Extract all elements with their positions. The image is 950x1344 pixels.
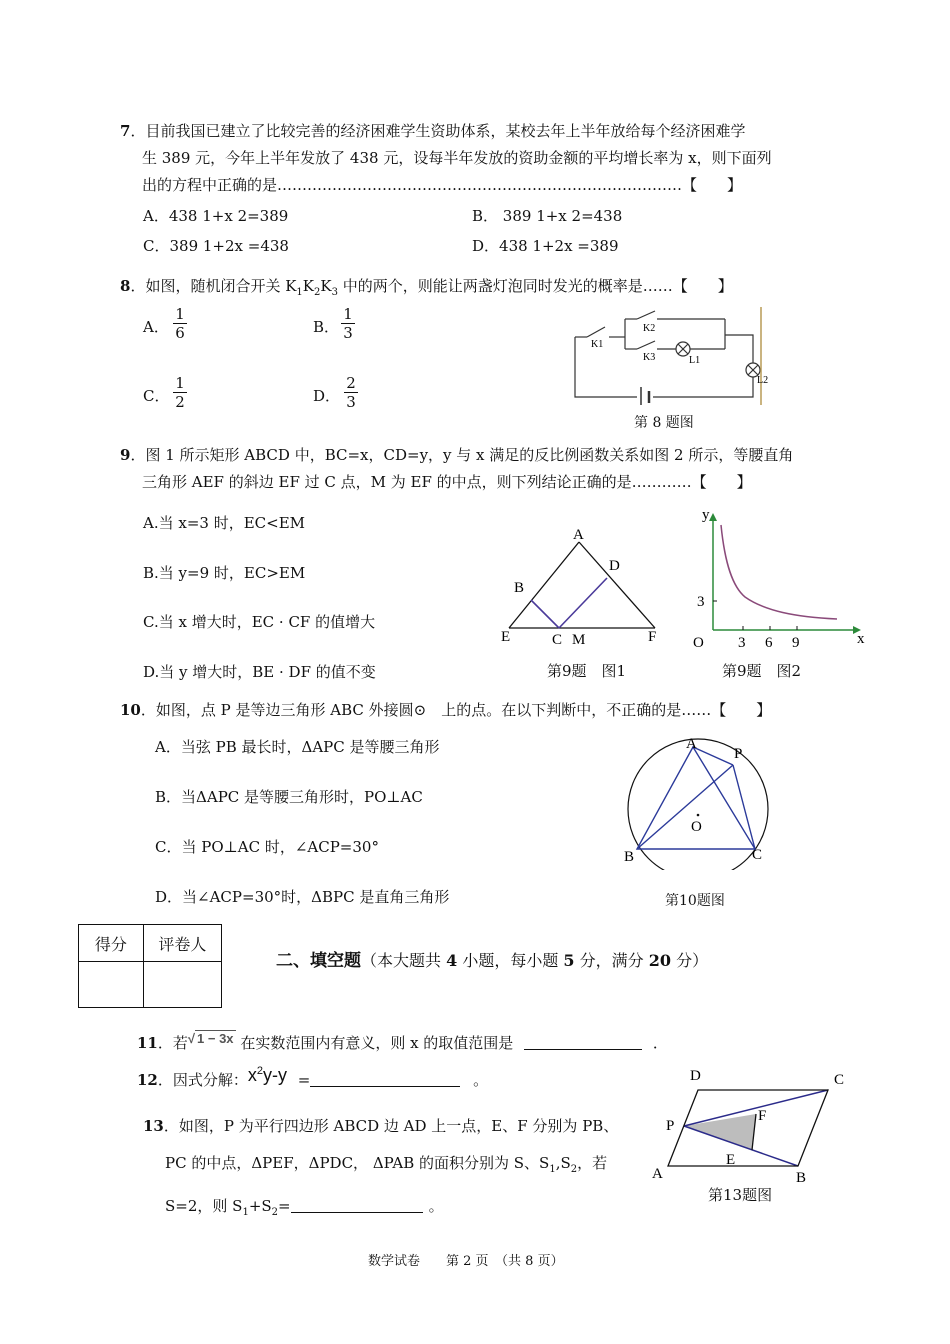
- expr-part: x: [247, 1065, 257, 1085]
- fraction: [344, 374, 358, 411]
- question-text-line2: PC 的中点，ΔPEF，ΔPDC， ΔPAB 的面积分别为 S、S: [165, 1154, 550, 1172]
- question-text: ,S: [555, 1154, 571, 1172]
- question-12: [137, 1065, 489, 1090]
- label-k2: K2: [643, 323, 656, 334]
- k-letter: K: [302, 277, 315, 295]
- denominator: 6: [175, 324, 185, 342]
- k-letter: K: [320, 277, 332, 295]
- option-b: B． 389 1+x 2=438: [472, 207, 623, 225]
- section-number: 4: [446, 951, 458, 970]
- circuit-diagram: [565, 305, 785, 410]
- label-a: A: [573, 527, 584, 543]
- fraction: [173, 305, 187, 342]
- score-header: 得分: [79, 925, 144, 962]
- numerator: 1: [175, 374, 185, 392]
- sqrt-expression: √ 1 − 3x: [187, 1031, 234, 1046]
- option-a: A.当 x=3 时，EC<EM: [143, 514, 306, 532]
- question-text-line2: 三角形 AEF 的斜边 EF 过 C 点，M 为 EF 的中点，则下列结论正确的是…………【 】: [142, 473, 752, 491]
- question-text-line1: ．目前我国已建立了比较完善的经济困难学生资助体系，某校去年上半年放给每个经济困难学: [130, 122, 746, 140]
- tick-x-6: 6: [765, 635, 773, 651]
- subscript: 1: [296, 287, 303, 298]
- question-text: 。: [428, 1197, 444, 1215]
- option-b: B．: [313, 318, 340, 336]
- section-detail: 分）: [671, 951, 709, 970]
- label-p: P: [666, 1118, 675, 1134]
- label-e: E: [501, 629, 511, 645]
- subscript: 3: [331, 287, 338, 298]
- option-d: D．: [313, 387, 341, 405]
- label-k1: K1: [591, 339, 604, 350]
- subscript: 1: [242, 1207, 249, 1218]
- question-number: 9: [120, 446, 131, 464]
- triangle-figure-1: [495, 520, 670, 650]
- question-8: [120, 275, 733, 298]
- option-a: A．当弦 PB 最长时，ΔAPC 是等腰三角形: [155, 738, 440, 756]
- subscript: 2: [271, 1207, 279, 1218]
- label-b: B: [514, 580, 525, 596]
- label-m: M: [572, 632, 586, 648]
- equals-sign: =: [297, 1071, 311, 1089]
- option-b: B.当 y=9 时，EC>EM: [143, 564, 306, 582]
- subscript: 2: [570, 1164, 578, 1175]
- denominator: 3: [346, 393, 356, 411]
- section-2-heading: [276, 946, 708, 971]
- label-c: C: [552, 632, 563, 648]
- option-d: D.当 y 增大时，BE · DF 的值不变: [143, 663, 376, 681]
- question-text: ．如图，点 P 是等边三角形 ABC 外接圆⊙ 上的点。在以下判断中，不正确的是……【 】: [140, 701, 772, 719]
- option-c: C．389 1+2x =438: [143, 237, 289, 255]
- question-text: 中的两个，则能让两盏灯泡同时发光的概率是……【 】: [337, 277, 733, 295]
- section-detail: （本大题共: [361, 951, 447, 970]
- label-c: C: [834, 1072, 845, 1088]
- fraction: [341, 305, 355, 342]
- tick-x-9: 9: [792, 635, 800, 651]
- label-f: F: [648, 629, 657, 645]
- answer-blank-12[interactable]: [310, 1070, 460, 1087]
- radicand: 1 − 3x: [197, 1031, 234, 1046]
- expr-part: y-y: [263, 1065, 288, 1085]
- question-text: ，若: [577, 1154, 608, 1172]
- fraction: [173, 374, 187, 411]
- question-number: 10: [120, 701, 141, 719]
- section-number: 20: [648, 951, 672, 970]
- option-b: B．当ΔAPC 是等腰三角形时，PO⊥AC: [155, 788, 423, 806]
- figure-caption: 第9题 图2: [722, 662, 802, 680]
- denominator: 3: [343, 324, 353, 342]
- label-l2: L2: [757, 375, 769, 386]
- figure-caption: 第 8 题图: [634, 415, 694, 431]
- option-d: D．当∠ACP=30°时，ΔBPC 是直角三角形: [155, 888, 450, 906]
- question-text-line2: 生 389 元，今年上半年发放了 438 元，设每半年发放的资助金额的平均增长率为 x，则下面列: [142, 149, 772, 167]
- question-number: 13: [143, 1117, 164, 1135]
- label-a: A: [686, 736, 697, 752]
- question-7: [120, 118, 840, 199]
- numerator: 2: [346, 374, 356, 392]
- inverse-function-graph: [685, 505, 870, 655]
- origin-label: O: [693, 635, 704, 651]
- numerator: 1: [343, 305, 353, 323]
- subscript: 2: [314, 287, 321, 298]
- figure-caption: 第9题 图1: [547, 662, 627, 680]
- question-number: 11: [137, 1034, 158, 1052]
- tick-x-3: 3: [738, 635, 746, 651]
- question-10: [120, 699, 771, 720]
- question-text: +S: [248, 1197, 272, 1215]
- question-text: ．如图，随机闭合开关 K: [130, 277, 297, 295]
- page-footer: 数学试卷 第 2 页 （共 8 页）: [368, 1254, 564, 1269]
- equals-sign: =: [278, 1197, 291, 1215]
- tick-y-3: 3: [697, 594, 705, 610]
- option-c: C.当 x 增大时，EC · CF 的值增大: [143, 613, 376, 631]
- section-title: 二、填空题: [276, 951, 361, 971]
- parallelogram-figure: [648, 1062, 858, 1187]
- label-b: B: [796, 1170, 807, 1186]
- answer-blank-13[interactable]: [291, 1196, 423, 1213]
- question-11: [137, 1032, 668, 1053]
- question-text-line1: ．如图，P 为平行四边形 ABCD 边 AD 上一点，E、F 分别为 PB、: [163, 1117, 619, 1135]
- question-13: [143, 1108, 618, 1231]
- question-9: [120, 442, 793, 496]
- section-detail: 分，满分: [574, 951, 649, 970]
- question-text: ．因式分解：: [157, 1071, 248, 1089]
- label-l1: L1: [689, 355, 701, 366]
- label-d: D: [690, 1068, 701, 1084]
- section-number: 5: [563, 951, 575, 970]
- option-d: D．438 1+2x =389: [472, 237, 619, 255]
- question-text-line1: ．图 1 所示矩形 ABCD 中，BC=x，CD=y，y 与 x 满足的反比例函数关系如图 2 所示，等腰直角: [130, 446, 794, 464]
- label-f: F: [758, 1108, 767, 1124]
- figure-caption: 第13题图: [708, 1186, 773, 1204]
- section-detail: 小题，每小题: [457, 951, 564, 970]
- question-text: ．若: [157, 1034, 188, 1052]
- score-cell[interactable]: [79, 962, 144, 1008]
- axis-y-label: y: [702, 507, 710, 523]
- option-a: A．: [143, 318, 169, 336]
- label-e: E: [726, 1152, 736, 1168]
- exponent: 2: [256, 1065, 264, 1077]
- label-k3: K3: [643, 352, 656, 363]
- option-a: A．438 1+x 2=389: [143, 207, 289, 225]
- grader-cell[interactable]: [143, 962, 221, 1008]
- label-b: B: [624, 849, 635, 865]
- axis-x-label: x: [857, 631, 865, 647]
- question-number: 8: [120, 277, 131, 295]
- denominator: 2: [175, 393, 185, 411]
- option-c: C．当 PO⊥AC 时，∠ACP=30°: [155, 838, 379, 856]
- question-text: ．: [652, 1034, 668, 1052]
- label-o: O: [691, 819, 702, 835]
- question-text-line3: S=2，则 S: [165, 1197, 243, 1215]
- figure-caption: 第10题图: [665, 893, 725, 909]
- question-number: 7: [120, 122, 131, 140]
- score-table: [78, 924, 222, 1008]
- answer-blank-11[interactable]: [524, 1033, 642, 1050]
- label-d: D: [609, 558, 620, 574]
- numerator: 1: [175, 305, 185, 323]
- option-c: C．: [143, 387, 170, 405]
- label-c: C: [752, 847, 763, 863]
- factor-expression: [248, 1065, 287, 1085]
- circle-triangle-figure: [615, 730, 795, 870]
- subscript: 1: [549, 1164, 556, 1175]
- question-number: 12: [137, 1071, 158, 1089]
- question-text-line3: 出的方程中正确的是………………………………………………………………………【 】: [142, 176, 743, 194]
- label-a: A: [652, 1166, 663, 1182]
- label-p: P: [734, 746, 743, 762]
- question-text: 在实数范围内有意义，则 x 的取值范围是: [235, 1034, 514, 1052]
- grader-header: 评卷人: [143, 925, 221, 962]
- question-text: 。: [473, 1071, 489, 1089]
